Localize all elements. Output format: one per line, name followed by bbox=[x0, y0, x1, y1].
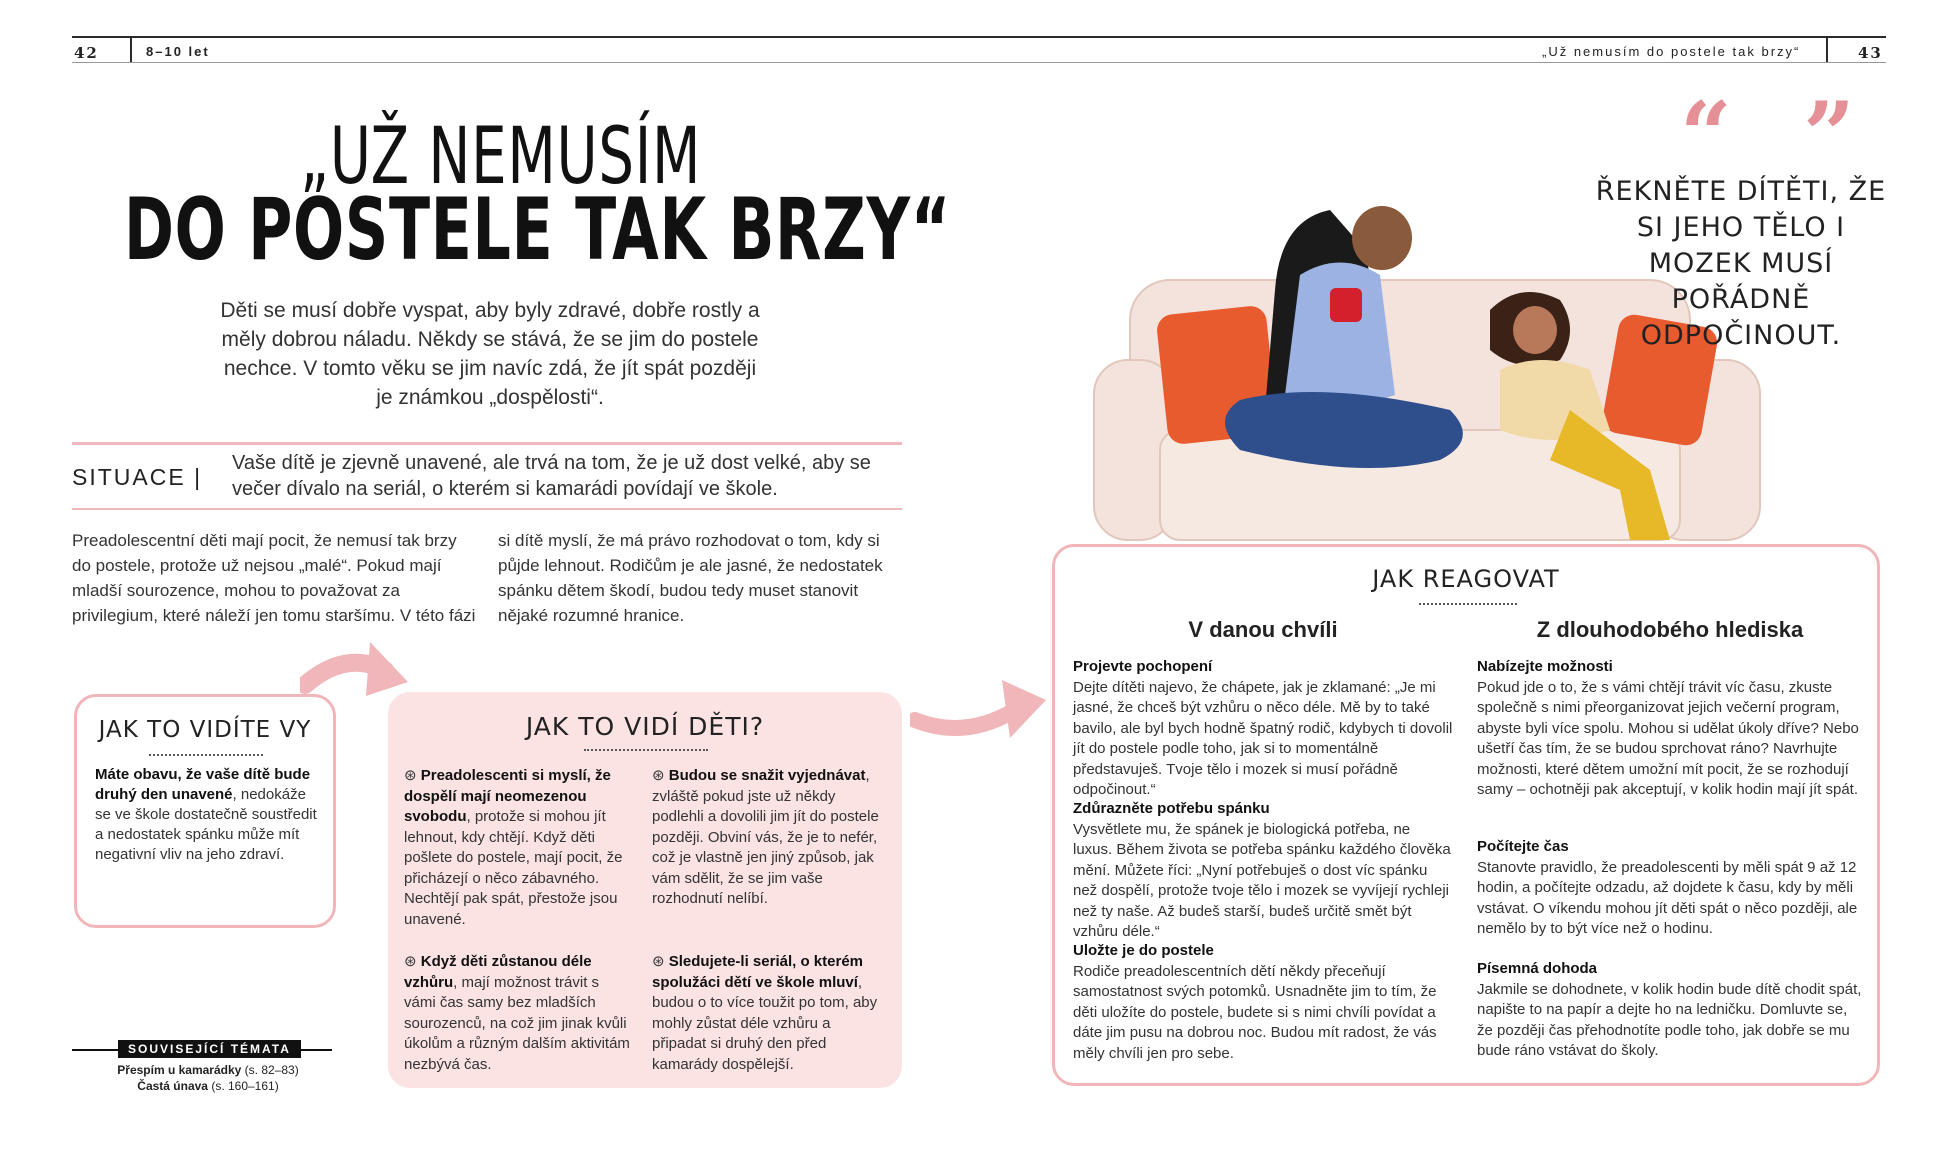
kids-item-1-bold: Preadolescenti si myslí, že dospělí mají neomezenou svobodu bbox=[404, 767, 611, 825]
section-label: 8–10 let bbox=[146, 44, 210, 59]
kids-item-3-text: , mají možnost trávit s vámi čas samy bez mladších sourozenců, na což jim jinak kvůli úkolům a různým dalším aktivitám nezbývá čas. bbox=[404, 973, 630, 1073]
you-box-dotted-rule bbox=[149, 754, 263, 756]
kids-item-1-text: , protože si mohou jít lehnout, kdy chtějí. Když děti pošlete do postele, mají pocit, že přicházejí o něco zábavného. Nechtějí pak spát, přestože jsou unavené. bbox=[404, 808, 623, 928]
react-left-item-3-text: Rodiče preadolescentních dětí někdy přeceňují samostatnost svých potomků. Usnadněte jim to tím, že děti uložíte do postele, budete si s nimi chvíli povídat a dáte jim pusu na dobrou noc. Budou mít radost, že vás měly chvíli jen pro sebe. bbox=[1073, 962, 1437, 1062]
situation-top-rule bbox=[72, 442, 902, 445]
kids-box bbox=[388, 692, 902, 1088]
react-left-item-2-heading: Zdůrazněte potřebu spánku bbox=[1073, 800, 1270, 817]
body-column-2: si dítě myslí, že má právo rozhodovat o tom, kdy si půjde lehnout. Rodičům je ale jasné, že nedostatek spánku dětem škodí, budou tedy muset stanovit nějaké rozumné hranice. bbox=[498, 531, 883, 625]
react-right-item-1-text: Pokud jde o to, že s vámi chtějí trávit víc času, zkuste společně s nimi přeorganizovat jejich večerní program, abyste byli více spolu. Mohou si udělat úkoly dříve? Nebo ušetří čas tím, že se budou sprchovat ráno? Navrhujte možnosti, které dětem umožní mít pocit, že se rozhodují samy – ochotněji pak akceptují, v kolik hodin mají jít spát. bbox=[1477, 678, 1859, 798]
react-left-item-1 bbox=[1073, 657, 1453, 801]
react-left-item-3 bbox=[1073, 941, 1453, 1064]
you-box-text bbox=[95, 765, 323, 865]
kids-item-4-text: , budou o to více toužit po tom, aby mohly zůstat déle vzhůru a připadat si druhý den před kamarády dospělejší. bbox=[652, 973, 878, 1073]
you-box-rest: , nedokáže se ve škole dostatečně soustředit a nedostatek spánku může mít negativní vliv na jeho zdraví. bbox=[95, 786, 317, 863]
you-box-bold: Máte obavu, že vaše dítě bude druhý den unavené bbox=[95, 766, 311, 803]
header-bottom-rule bbox=[72, 62, 1886, 63]
page-number-left: 42 bbox=[74, 44, 99, 62]
react-box-dotted-rule bbox=[1419, 603, 1517, 605]
related-topics-label: SOUVISEJÍCÍ TÉMATA bbox=[118, 1040, 301, 1058]
related-topics-list bbox=[72, 1062, 344, 1094]
header-top-rule bbox=[72, 36, 1886, 38]
react-right-item-2-text: Stanovte pravidlo, že preadolescenti by měli spát 9 až 12 hodin, a počítejte odzadu, až dojdete k času, kdy by měli vstávat. O víkendu mohou jít děti spát o něco později, ale nemělo by to být více než o hodinu. bbox=[1477, 858, 1858, 937]
kids-item-3-bold: Když děti zůstanou déle vzhůru bbox=[404, 953, 592, 991]
react-left-item-2-text: Vysvětlete mu, že spánek je biologická potřeba, ne luxus. Během života se potřeba spánku každého člověka mění. Můžete říci: „Nyní potřebuješ o dost víc spánku než dospělí, protože tvoje tělo i mozek se vyvíjejí rychleji než ty naše. Až budeš starší, budeš určitě smět být vzhůru déle.“ bbox=[1073, 820, 1451, 940]
react-right-item-1-heading: Nabízejte možnosti bbox=[1477, 658, 1613, 675]
kids-item-3 bbox=[404, 952, 632, 1075]
you-box-title: JAK TO VIDÍTE VY bbox=[98, 717, 312, 743]
running-title: „Už nemusím do postele tak brzy“ bbox=[1542, 44, 1801, 59]
react-right-item-2 bbox=[1477, 837, 1863, 940]
body-column-1: Preadolescentní děti mají pocit, že nemusí tak brzy do postele, protože už nejsou „malé“. Pokud mají mladší sourozence, mohou to považovat za privilegium, které náleží jen tomu staršímu. V této fázi bbox=[72, 531, 476, 625]
kids-item-2-text: , zvláště pokud jste už někdy podlehli a dovolili jim jít do postele později. Obviní vás, že je to nefér, což je vlastně jen jiný způsob, jak vám sdělit, že se jim vaše rozhodnutí nelíbí. bbox=[652, 767, 879, 907]
react-right-item-3 bbox=[1477, 959, 1863, 1062]
header-divider-left bbox=[130, 38, 132, 62]
react-right-item-3-text: Jakmile se dohodnete, v kolik hodin bude dítě chodit spát, napište to na papír a dejte ho na ledničku. Domluvte se, že později čas přehodnotíte podle toho, jak dobře se mu bude ráno vstávat do školy. bbox=[1477, 980, 1862, 1059]
header-divider-right bbox=[1826, 38, 1828, 62]
kids-box-title: JAK TO VIDÍ DĚTI? bbox=[525, 712, 765, 741]
kids-item-4 bbox=[652, 952, 884, 1075]
bullet-icon: ⊛ bbox=[652, 767, 669, 784]
page-title-line1: „UŽ NEMUSÍM bbox=[300, 112, 702, 202]
quote-text: ŘEKNĚTE DÍTĚTI, ŽE SI JEHO TĚLO I MOZEK MUSÍ POŘÁDNĚ ODPOČINOUT. bbox=[1595, 176, 1887, 351]
page-title-line2: DO POSTELE TAK BRZY“ bbox=[124, 180, 952, 280]
kids-item-1 bbox=[404, 766, 632, 930]
quote-marks-icon: “ ” bbox=[1680, 82, 1875, 188]
bullet-icon: ⊛ bbox=[652, 953, 669, 970]
react-box bbox=[1052, 544, 1880, 1086]
kids-item-4-bold: Sledujete-li seriál, o kterém spolužáci dětí ve škole mluví bbox=[652, 953, 863, 991]
bullet-icon: ⊛ bbox=[404, 767, 421, 784]
kids-box-dotted-rule bbox=[584, 749, 708, 751]
react-left-item-1-heading: Projevte pochopení bbox=[1073, 658, 1213, 675]
situation-text: Vaše dítě je zjevně unavené, ale trvá na tom, že je už dost velké, aby se večer dívalo na seriál, o kterém si kamarádi povídají ve škole. bbox=[232, 452, 871, 500]
bullet-icon: ⊛ bbox=[404, 953, 421, 970]
situation-label: SITUACE | bbox=[72, 464, 203, 490]
situation-bottom-rule bbox=[72, 508, 902, 510]
react-left-item-1-text: Dejte dítěti najevo, že chápete, jak je zklamané: „Je mi jasné, že chceš být vzhůru o něco déle. Mě by to také bavilo, ale byl bych hodně špatný rodič, kdybych ti dovolil jít do postele podle toho, jak si to momentálně představuješ. Tvoje tělo i mozek si musí pořádně odpočinout.“ bbox=[1073, 678, 1453, 798]
arrow-to-react-box bbox=[910, 660, 1050, 750]
react-right-item-2-heading: Počítejte čas bbox=[1477, 838, 1569, 855]
related-topic-2[interactable]: Častá únava (s. 160–161) bbox=[137, 1079, 279, 1093]
intro-paragraph: Děti se musí dobře vyspat, aby byly zdravé, dobře rostly a měly dobrou náladu. Někdy se stává, že se jim do postele nechce. V tomto věku se jim navíc zdá, že jít spát později je známkou „dospělosti“. bbox=[220, 299, 760, 409]
react-right-heading: Z dlouhodobého hlediska bbox=[1536, 617, 1804, 642]
react-right-item-3-heading: Písemná dohoda bbox=[1477, 960, 1598, 977]
kids-item-2-bold: Budou se snažit vyjednávat bbox=[668, 767, 866, 784]
react-left-item-2 bbox=[1073, 799, 1453, 943]
react-right-item-1 bbox=[1477, 657, 1863, 801]
related-topic-1[interactable]: Přespím u kamarádky (s. 82–83) bbox=[117, 1063, 299, 1077]
page-number-right: 43 bbox=[1858, 44, 1883, 62]
react-left-item-3-heading: Uložte je do postele bbox=[1073, 942, 1214, 959]
you-box bbox=[74, 694, 336, 928]
react-left-heading: V danou chvíli bbox=[1188, 617, 1338, 642]
kids-item-2 bbox=[652, 766, 884, 910]
react-box-title: JAK REAGOVAT bbox=[1372, 565, 1560, 593]
